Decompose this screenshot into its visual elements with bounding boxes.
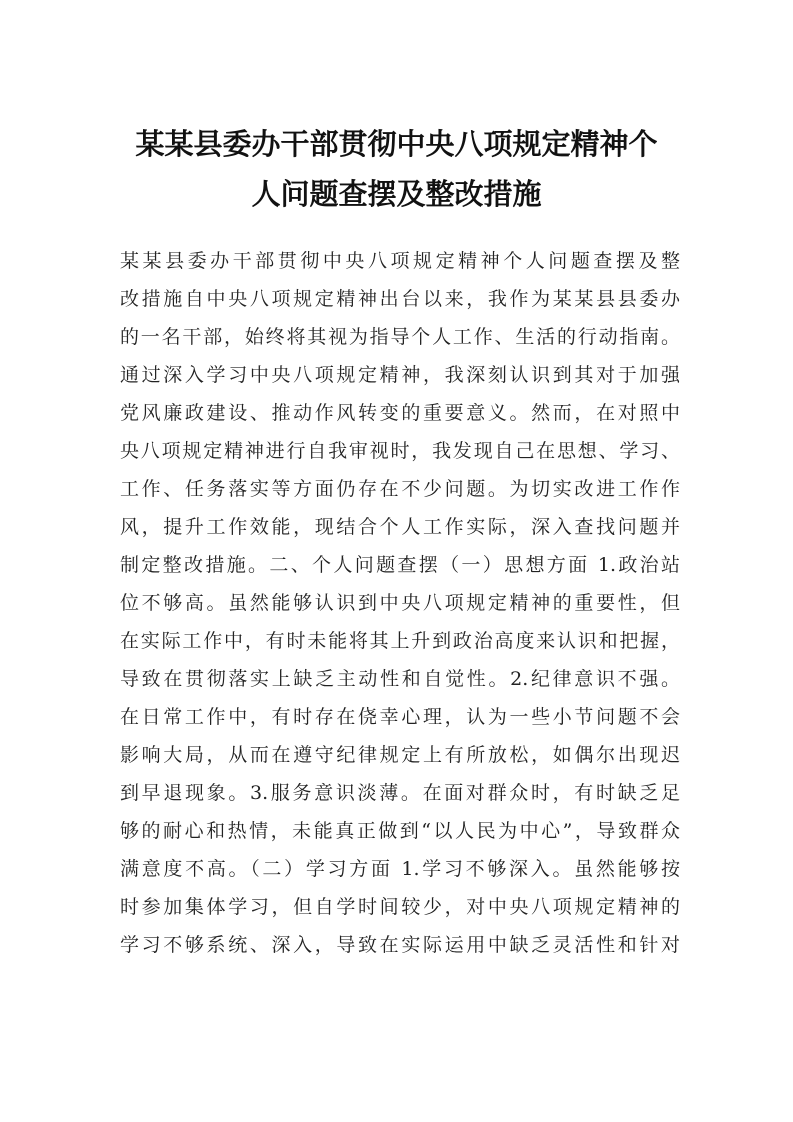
body-line: 风，提升工作效能，现结合个人工作实际，深入查找问题并 xyxy=(120,516,680,538)
document-title-line-1: 某某县委办干部贯彻中央八项规定精神个 xyxy=(135,127,658,161)
body-line: 位不够高。虽然能够认识到中央八项规定精神的重要性，但 xyxy=(120,592,680,614)
body-line: 央八项规定精神进行自我审视时，我发现自己在思想、学习、 xyxy=(120,440,680,462)
body-line: 学习不够系统、深入，导致在实际运用中缺乏灵活性和针对 xyxy=(120,934,680,956)
body-line: 导致在贯彻落实上缺乏主动性和自觉性。2.纪律意识不强。 xyxy=(120,668,680,690)
body-line: 制定整改措施。二、个人问题查摆（一）思想方面 1.政治站 xyxy=(120,554,680,576)
body-line: 改措施自中央八项规定精神出台以来，我作为某某县县委办 xyxy=(120,288,680,310)
body-line: 到早退现象。3.服务意识淡薄。在面对群众时，有时缺乏足 xyxy=(120,782,680,804)
body-line: 够的耐心和热情，未能真正做到“以人民为中心”，导致群众 xyxy=(120,820,680,842)
body-line: 工作、任务落实等方面仍存在不少问题。为切实改进工作作 xyxy=(120,478,680,500)
body-line: 某某县委办干部贯彻中央八项规定精神个人问题查摆及整 xyxy=(120,250,680,272)
body-line: 在日常工作中，有时存在侥幸心理，认为一些小节问题不会 xyxy=(120,706,680,728)
body-line: 影响大局，从而在遵守纪律规定上有所放松，如偶尔出现迟 xyxy=(120,744,680,766)
body-line: 时参加集体学习，但自学时间较少，对中央八项规定精神的 xyxy=(120,896,680,918)
body-line: 满意度不高。（二）学习方面 1.学习不够深入。虽然能够按 xyxy=(120,858,680,880)
document-title-line-2: 人问题查摆及整改措施 xyxy=(251,177,542,211)
body-line: 的一名干部，始终将其视为指导个人工作、生活的行动指南。 xyxy=(120,326,680,348)
body-line: 通过深入学习中央八项规定精神，我深刻认识到其对于加强 xyxy=(120,364,680,386)
body-line: 在实际工作中，有时未能将其上升到政治高度来认识和把握， xyxy=(120,630,680,652)
body-line: 党风廉政建设、推动作风转变的重要意义。然而，在对照中 xyxy=(120,402,680,424)
